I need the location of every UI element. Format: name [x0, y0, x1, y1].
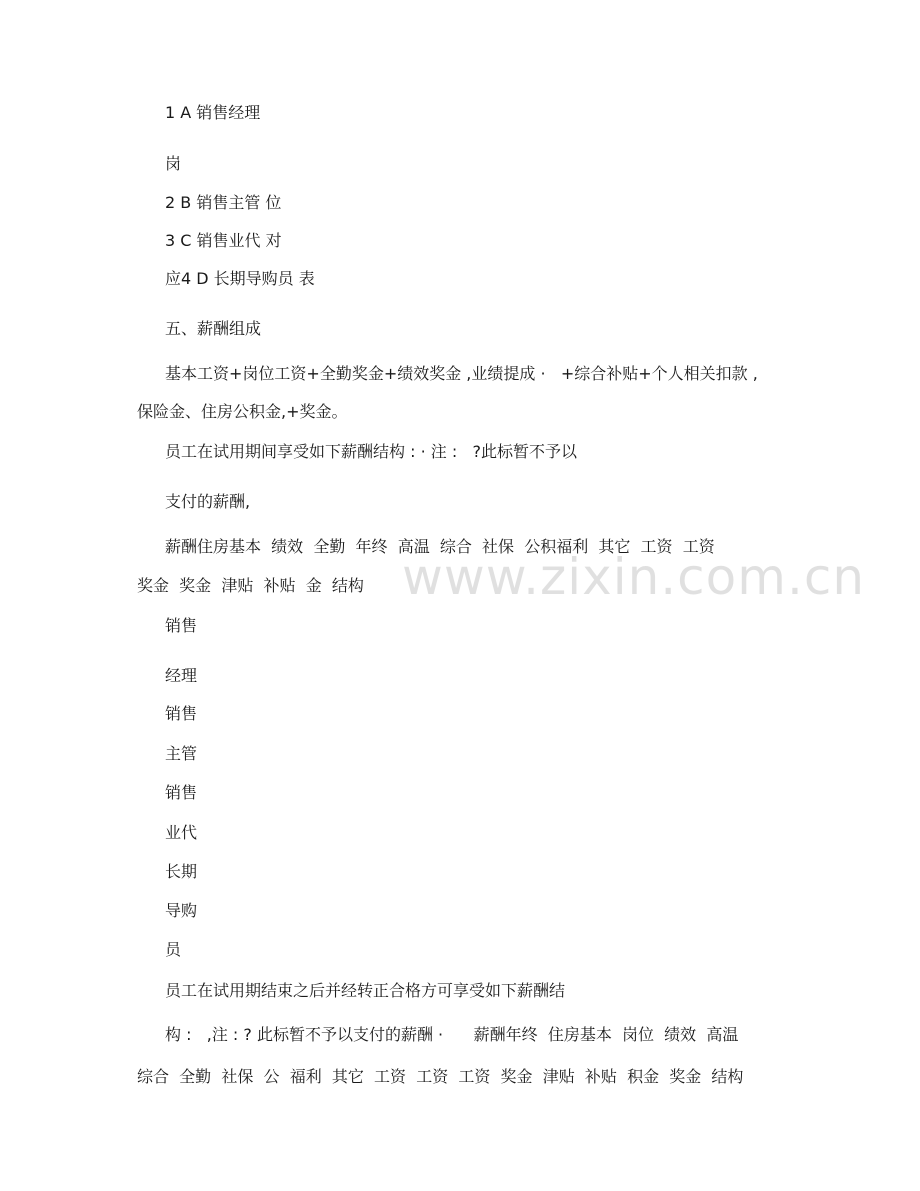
text-line: 员工在试用期结束之后并经转正合格方可享受如下薪酬结 — [165, 981, 566, 1000]
table-cell: 经理 — [165, 666, 198, 685]
text-line: 基本工资+岗位工资+全勤奖金+绩效奖金 ,业绩提成 · +综合补贴+个人相关扣款 , — [165, 364, 758, 383]
text-line: 3 C 销售业代 对 — [165, 231, 282, 250]
text-line: 保险金、住房公积金,+奖金。 — [137, 402, 348, 421]
table-cell: 业代 — [165, 823, 198, 842]
text-line: 岗 — [165, 154, 182, 173]
text-line: 支付的薪酬, — [165, 492, 251, 511]
table-cell: 主管 — [165, 744, 198, 763]
table-cell: 销售 — [165, 704, 198, 723]
table-cell: 销售 — [165, 616, 198, 635]
table-header-row: 薪酬住房基本 绩效 全勤 年终 高温 综合 社保 公积福利 其它 工资 工资 — [165, 537, 715, 556]
table-cell: 员 — [165, 940, 182, 959]
text-line: 构 : ,注 : ? 此标暂不予以支付的薪酬 · 薪酬年终 住房基本 岗位 绩效 高温 — [165, 1025, 739, 1044]
watermark: www.zixin.com.cn — [402, 548, 866, 606]
table-cell: 销售 — [165, 783, 198, 802]
table-header-row: 奖金 奖金 津贴 补贴 金 结构 — [137, 576, 364, 595]
table-cell: 导购 — [165, 901, 198, 920]
section-heading: 五、薪酬组成 — [165, 319, 262, 338]
text-line: 应4 D 长期导购员 表 — [165, 269, 315, 288]
text-line: 员工在试用期间享受如下薪酬结构 : · 注 : ?此标暂不予以 — [165, 442, 577, 461]
table-cell: 长期 — [165, 862, 198, 881]
table-header-row: 综合 全勤 社保 公 福利 其它 工资 工资 工资 奖金 津贴 补贴 积金 奖金 结构 — [137, 1067, 744, 1086]
text-line: 1 A 销售经理 — [165, 103, 261, 122]
text-line: 2 B 销售主管 位 — [165, 193, 282, 212]
